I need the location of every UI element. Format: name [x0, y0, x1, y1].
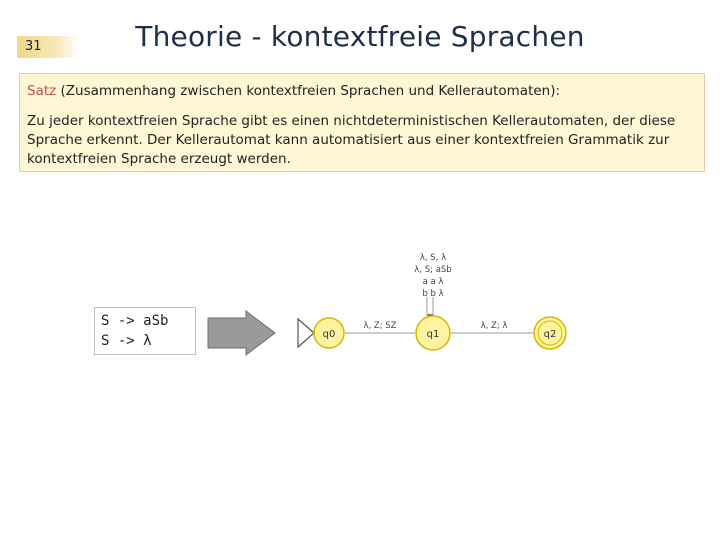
self-loop-q1	[427, 297, 433, 316]
grammar-rule: S -> λ	[101, 333, 152, 349]
loop-label: λ, S; aSb	[414, 265, 452, 275]
conversion-arrow	[208, 311, 275, 355]
loop-label: λ, S, λ	[419, 253, 447, 263]
state-label: q1	[426, 329, 440, 340]
page-title: Theorie - kontextfreie Sprachen	[135, 20, 585, 53]
edge-label-q1-q2: λ, Z; λ	[480, 321, 508, 331]
theorem-heading-text: (Zusammenhang zwischen kontextfreien Sprachen und Kellerautomaten):	[56, 83, 561, 99]
theorem-line: Zu jeder kontextfreien Sprache gibt es einen nichtdeterministischen Kellerautomaten, der diese	[27, 113, 676, 129]
loop-label: b b λ	[422, 289, 444, 299]
theorem-line: kontextfreien Sprache erzeugt werden.	[27, 151, 291, 167]
state-label: q0	[322, 329, 336, 340]
theorem-line: Sprache erkennt. Der Kellerautomat kann automatisiert aus einer kontextfreien Grammatik zur	[27, 132, 670, 148]
loop-label: a a λ	[422, 277, 444, 287]
edge-label-q0-q1: λ, Z; SZ	[363, 321, 397, 331]
grammar-rule: S -> aSb	[101, 313, 169, 329]
start-marker	[298, 319, 314, 347]
theorem-keyword: Satz	[27, 83, 57, 99]
slide-number: 31	[25, 39, 42, 54]
state-label: q2	[543, 329, 557, 340]
